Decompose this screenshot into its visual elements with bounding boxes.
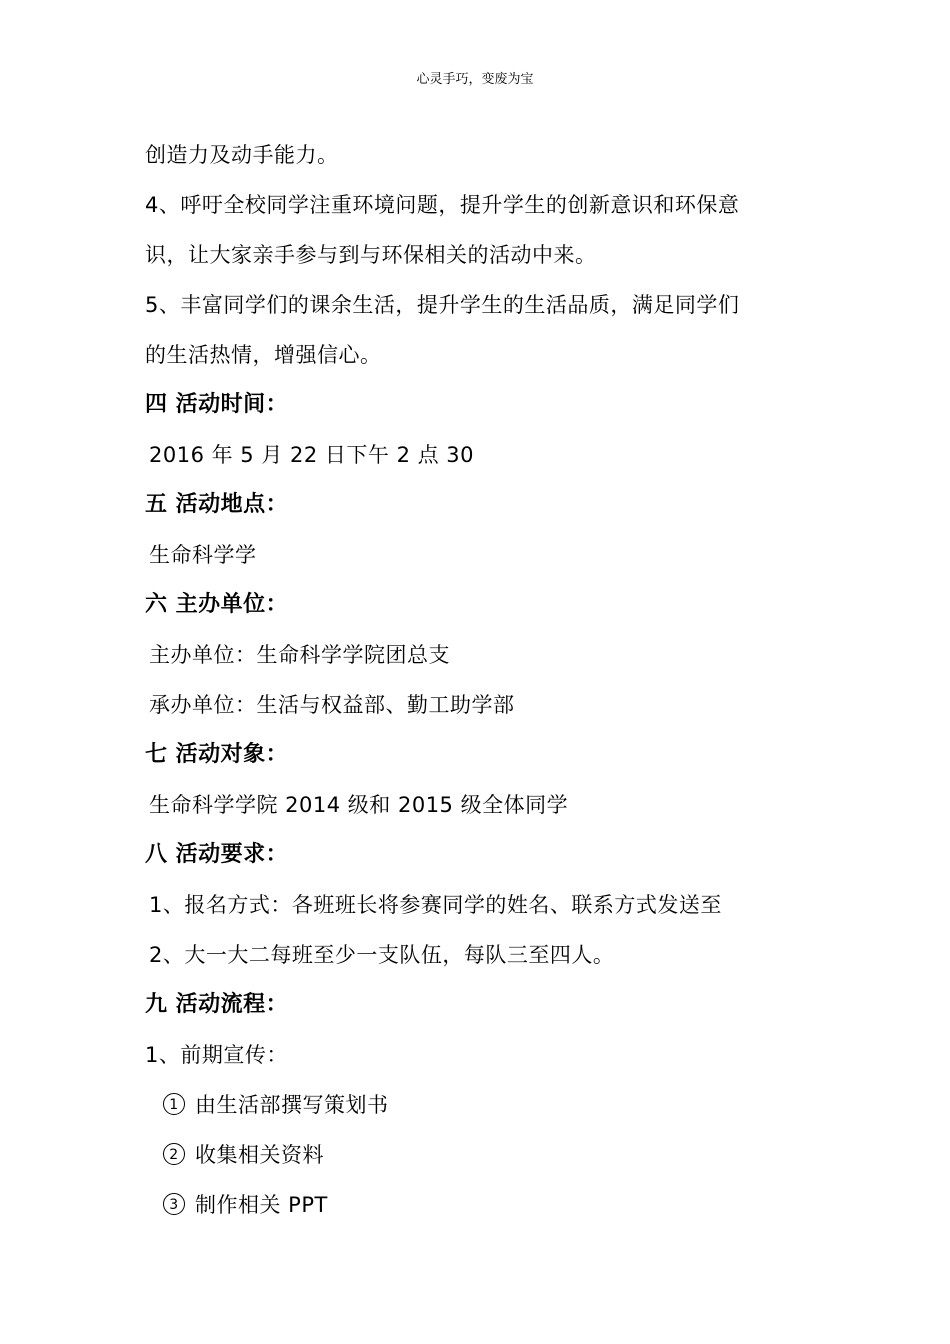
circled-number: 3 (163, 1193, 185, 1215)
requirement-1: 1、报名方式：各班班长将参赛同学的姓名、联系方式发送至 (149, 893, 722, 917)
paragraph-5-line-1: 5、丰富同学们的课余生活，提升学生的生活品质，满足同学们 (145, 293, 740, 317)
section-heading-requirements: 八 活动要求： (145, 842, 289, 867)
flow-substep-text: 收集相关资料 (195, 1143, 324, 1167)
activity-time: 2016 年 5 月 22 日下午 2 点 30 (149, 443, 475, 467)
activity-target: 生命科学学院 2014 级和 2015 级全体同学 (149, 793, 569, 817)
paragraph-5-line-2: 的生活热情，增强信心。 (145, 343, 382, 367)
paragraph-continuation: 创造力及动手能力。 (145, 143, 339, 167)
flow-substep (145, 1180, 825, 1230)
flow-substep (145, 1080, 825, 1130)
flow-step-1: 1、前期宣传： (145, 1043, 288, 1067)
requirement-2: 2、大一大二每班至少一支队伍，每队三至四人。 (149, 943, 615, 967)
circled-number: 2 (163, 1143, 185, 1165)
section-heading-target: 七 活动对象： (145, 742, 289, 767)
host-unit: 主办单位：生命科学学院团总支 (149, 643, 450, 667)
paragraph-4-line-1: 4、呼吁全校同学注重环境问题，提升学生的创新意识和环保意 (145, 193, 740, 217)
page-header: 心灵手巧，变废为宝 (416, 72, 534, 87)
organizer-unit: 承办单位：生活与权益部、勤工助学部 (149, 693, 515, 717)
paragraph-4-line-2: 识，让大家亲手参与到与环保相关的活动中来。 (145, 243, 597, 267)
document-body (145, 130, 825, 1230)
section-heading-time: 四 活动时间： (145, 392, 289, 417)
section-heading-flow: 九 活动流程： (145, 992, 289, 1017)
circled-number: 1 (163, 1093, 185, 1115)
activity-place: 生命科学学 (149, 543, 257, 567)
section-heading-place: 五 活动地点： (145, 492, 289, 517)
flow-substep (145, 1130, 825, 1180)
flow-substep-text: 由生活部撰写策划书 (195, 1093, 389, 1117)
section-heading-host: 六 主办单位： (145, 592, 289, 617)
flow-substep-text: 制作相关 PPT (195, 1193, 328, 1217)
